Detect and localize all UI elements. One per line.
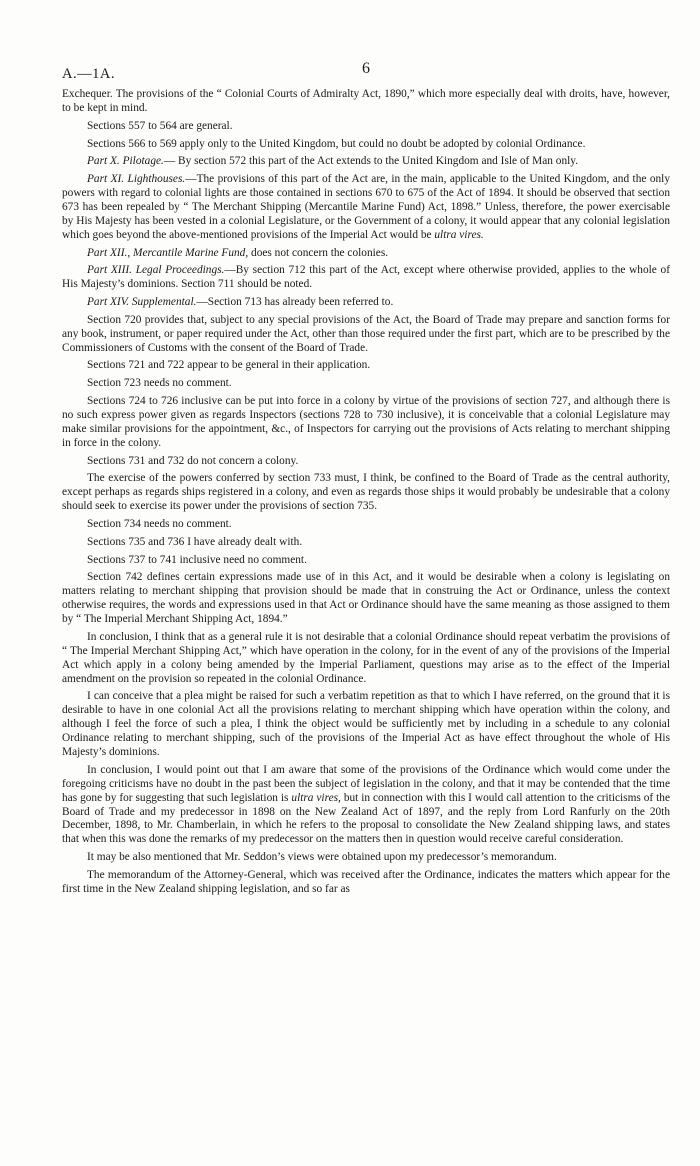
paragraph	[62, 247, 670, 261]
paragraph	[62, 851, 670, 865]
paragraph-text: Sections 735 and 736 I have already dealt with.	[87, 535, 303, 548]
italic-text: Part X. Pilotage.	[87, 155, 164, 168]
paragraph	[62, 138, 670, 152]
paragraph	[62, 155, 670, 169]
paragraph-text: Sections 724 to 726 inclusive can be put into force in a colony by virtue of the provisions of section 727, and although there is no such express power given as regards Inspectors (sections 728 to 730 inclusive), it is conceivable that a colonial Legislature may make similar provisions for the appointment, &c., of Inspectors for carrying out the provisions of Acts relating to merchant shipping in force in the colony.	[62, 395, 670, 449]
paragraph	[62, 631, 670, 687]
paragraph	[62, 869, 670, 897]
paragraph	[62, 173, 670, 243]
paragraph-text: but in connection with this I would call attention to the criticisms of the Board of Trade and my predecessor in 1898 on the New Zealand Act of 1897, and the reply from Lord Ranfurly on the 20th December, 1898, to Mr. Chamberlain, in which he refers to the proposal to consolidate the New Zealand shipping laws, and states that when this was done the remarks of my predecessor on the matters then in question would receive careful consideration.	[62, 791, 671, 846]
paragraph-text: In conclusion, I think that as a general rule it is not desirable that a colonial Ordinance should repeat verbatim the provisions of “ The Imperial Merchant Shipping Act,” which have operation in the colony, for in the event of any of the provisions of the Imperial Act which apply in a colony being amended by the Imperial Parliament, questions may arise as to the effect of the Imperial amendment on the provision so repeated in the colonial Ordinance.	[62, 630, 670, 685]
paragraph-text: Sections 721 and 722 appear to be general in their application.	[87, 359, 371, 372]
paragraph	[62, 571, 670, 627]
paragraph-text: Sections 566 to 569 apply only to the United Kingdom, but could no doubt be adopted by colonial Ordinance.	[87, 137, 586, 150]
paragraph-text: The memorandum of the Attorney-General, which was received after the Ordinance, indicates the matters which appear for the first time in the New Zealand shipping legislation, and so far as	[62, 868, 670, 895]
paragraph	[62, 120, 670, 134]
paragraph	[62, 314, 670, 356]
paragraph	[62, 359, 670, 373]
italic-text: Part XIII. Legal Proceedings.	[87, 264, 225, 277]
paragraph-text: — By section 572 this part of the Act extends to the United Kingdom and Isle of Man only.	[163, 155, 579, 168]
document-reference: A.—1A.	[62, 66, 115, 82]
paragraph	[62, 690, 670, 760]
paragraph-text: does not concern the colonies.	[248, 246, 389, 259]
paragraph-text: Section 723 needs no comment.	[87, 377, 232, 390]
italic-text: ultra vires,	[291, 791, 341, 804]
paragraph	[62, 536, 670, 550]
paragraph	[62, 296, 670, 310]
paragraph-text: It may be also mentioned that Mr. Seddon’s views were obtained upon my predecessor’s memorandum.	[87, 851, 557, 864]
italic-text: Part XI. Lighthouses.	[87, 173, 186, 186]
paragraph	[62, 395, 670, 451]
paragraph-text: —Section 713 has already been referred to.	[196, 296, 394, 309]
paragraph-text: I can conceive that a plea might be raised for such a verbatim repetition as that to which I have referred, on the ground that it is desirable to have in one colonial Act all the provisions relating to merchant shipping which have operation within the colony, and although I feel the force of such a plea, I think the object would be sufficiently met by including in a schedule to any colonial Ordinance relating to merchant shipping, such of the provisions of the Imperial Act as have effect throughout the whole of His Majesty’s dominions.	[62, 690, 670, 758]
paragraph-text: Sections 737 to 741 inclusive need no comment.	[87, 553, 307, 566]
paragraph-text: Section 742 defines certain expressions made use of in this Act, and it would be desirable when a colony is legislating on matters relating to merchant shipping that provision should be made that in construing the Act or Ordinance, unless the context otherwise requires, the words and expressions used in that Act or Ordinance should have the same meaning as those assigned to them by “ The Imperial Merchant Shipping Act, 1894.”	[62, 571, 670, 626]
page-header	[62, 58, 670, 88]
paragraph-text: Section 720 provides that, subject to any special provisions of the Act, the Board of Trade may prepare and sanction forms for any book, instrument, or paper required under the Act, other than those required under the first part, which are to be prescribed by the Commissioners of Customs with the consent of the Board of Trade.	[62, 313, 670, 354]
italic-text: Part XIV. Supplemental.	[87, 296, 197, 309]
paragraph	[62, 518, 670, 532]
body-text	[62, 88, 670, 897]
paragraph	[62, 472, 670, 514]
paragraph	[62, 554, 670, 568]
paragraph	[62, 764, 670, 847]
paragraph	[62, 88, 670, 116]
paragraph-text: —The provisions of this part of the Act are, in the main, applicable to the United Kingdom, and the only powers with regard to colonial lights are those contained in sections 670 to 675 of the Act of 1894. It should be observed that section 673 has been repealed by “ The Merchant Shipping (Mercantile Marine Fund) Act, 1898.” Unless, therefore, the power exercisable by His Majesty has been vested in a colonial Legislature, or the Government of a colony, it would appear that any colonial legislation which goes beyond the above-mentioned provisions of the Imperial Act would be	[62, 173, 671, 241]
paragraph-text: Exchequer. The provisions of the “ Colonial Courts of Admiralty Act, 1890,” which more especially deal with droits, have, however, to be kept in mind.	[62, 88, 670, 114]
paragraph	[62, 264, 670, 292]
paragraph-text: Section 734 needs no comment.	[87, 517, 232, 530]
paragraph-text: The exercise of the powers conferred by section 733 must, I think, be confined to the Board of Trade as the central authority, except perhaps as regards ships registered in a colony, and even as regards those ships it would probably be undesirable that a colony should seek to exercise its power under the provisions of section 735.	[62, 472, 670, 513]
italic-text: ultra vires.	[434, 228, 484, 241]
paragraph-text: Sections 731 and 732 do not concern a colony.	[87, 454, 299, 467]
paragraph	[62, 377, 670, 391]
paragraph	[62, 455, 670, 469]
paragraph-text: —By section 712 this part of the Act, except where otherwise provided, applies to the whole of His Majesty’s dominions. Section 711 should be noted.	[62, 264, 670, 291]
italic-text: Part XII., Mercantile Marine Fund,	[87, 246, 249, 259]
paragraph-text: Sections 557 to 564 are general.	[87, 119, 233, 132]
page-number: 6	[362, 60, 370, 77]
paragraph-text: In conclusion, I would point out that I am aware that some of the provisions of the Ordinance which would come under the foregoing criticisms have no doubt in the past been the subject of legislation in the colony, and that it may be contended that the time has gone by for suggesting that such legislation is	[62, 763, 670, 804]
